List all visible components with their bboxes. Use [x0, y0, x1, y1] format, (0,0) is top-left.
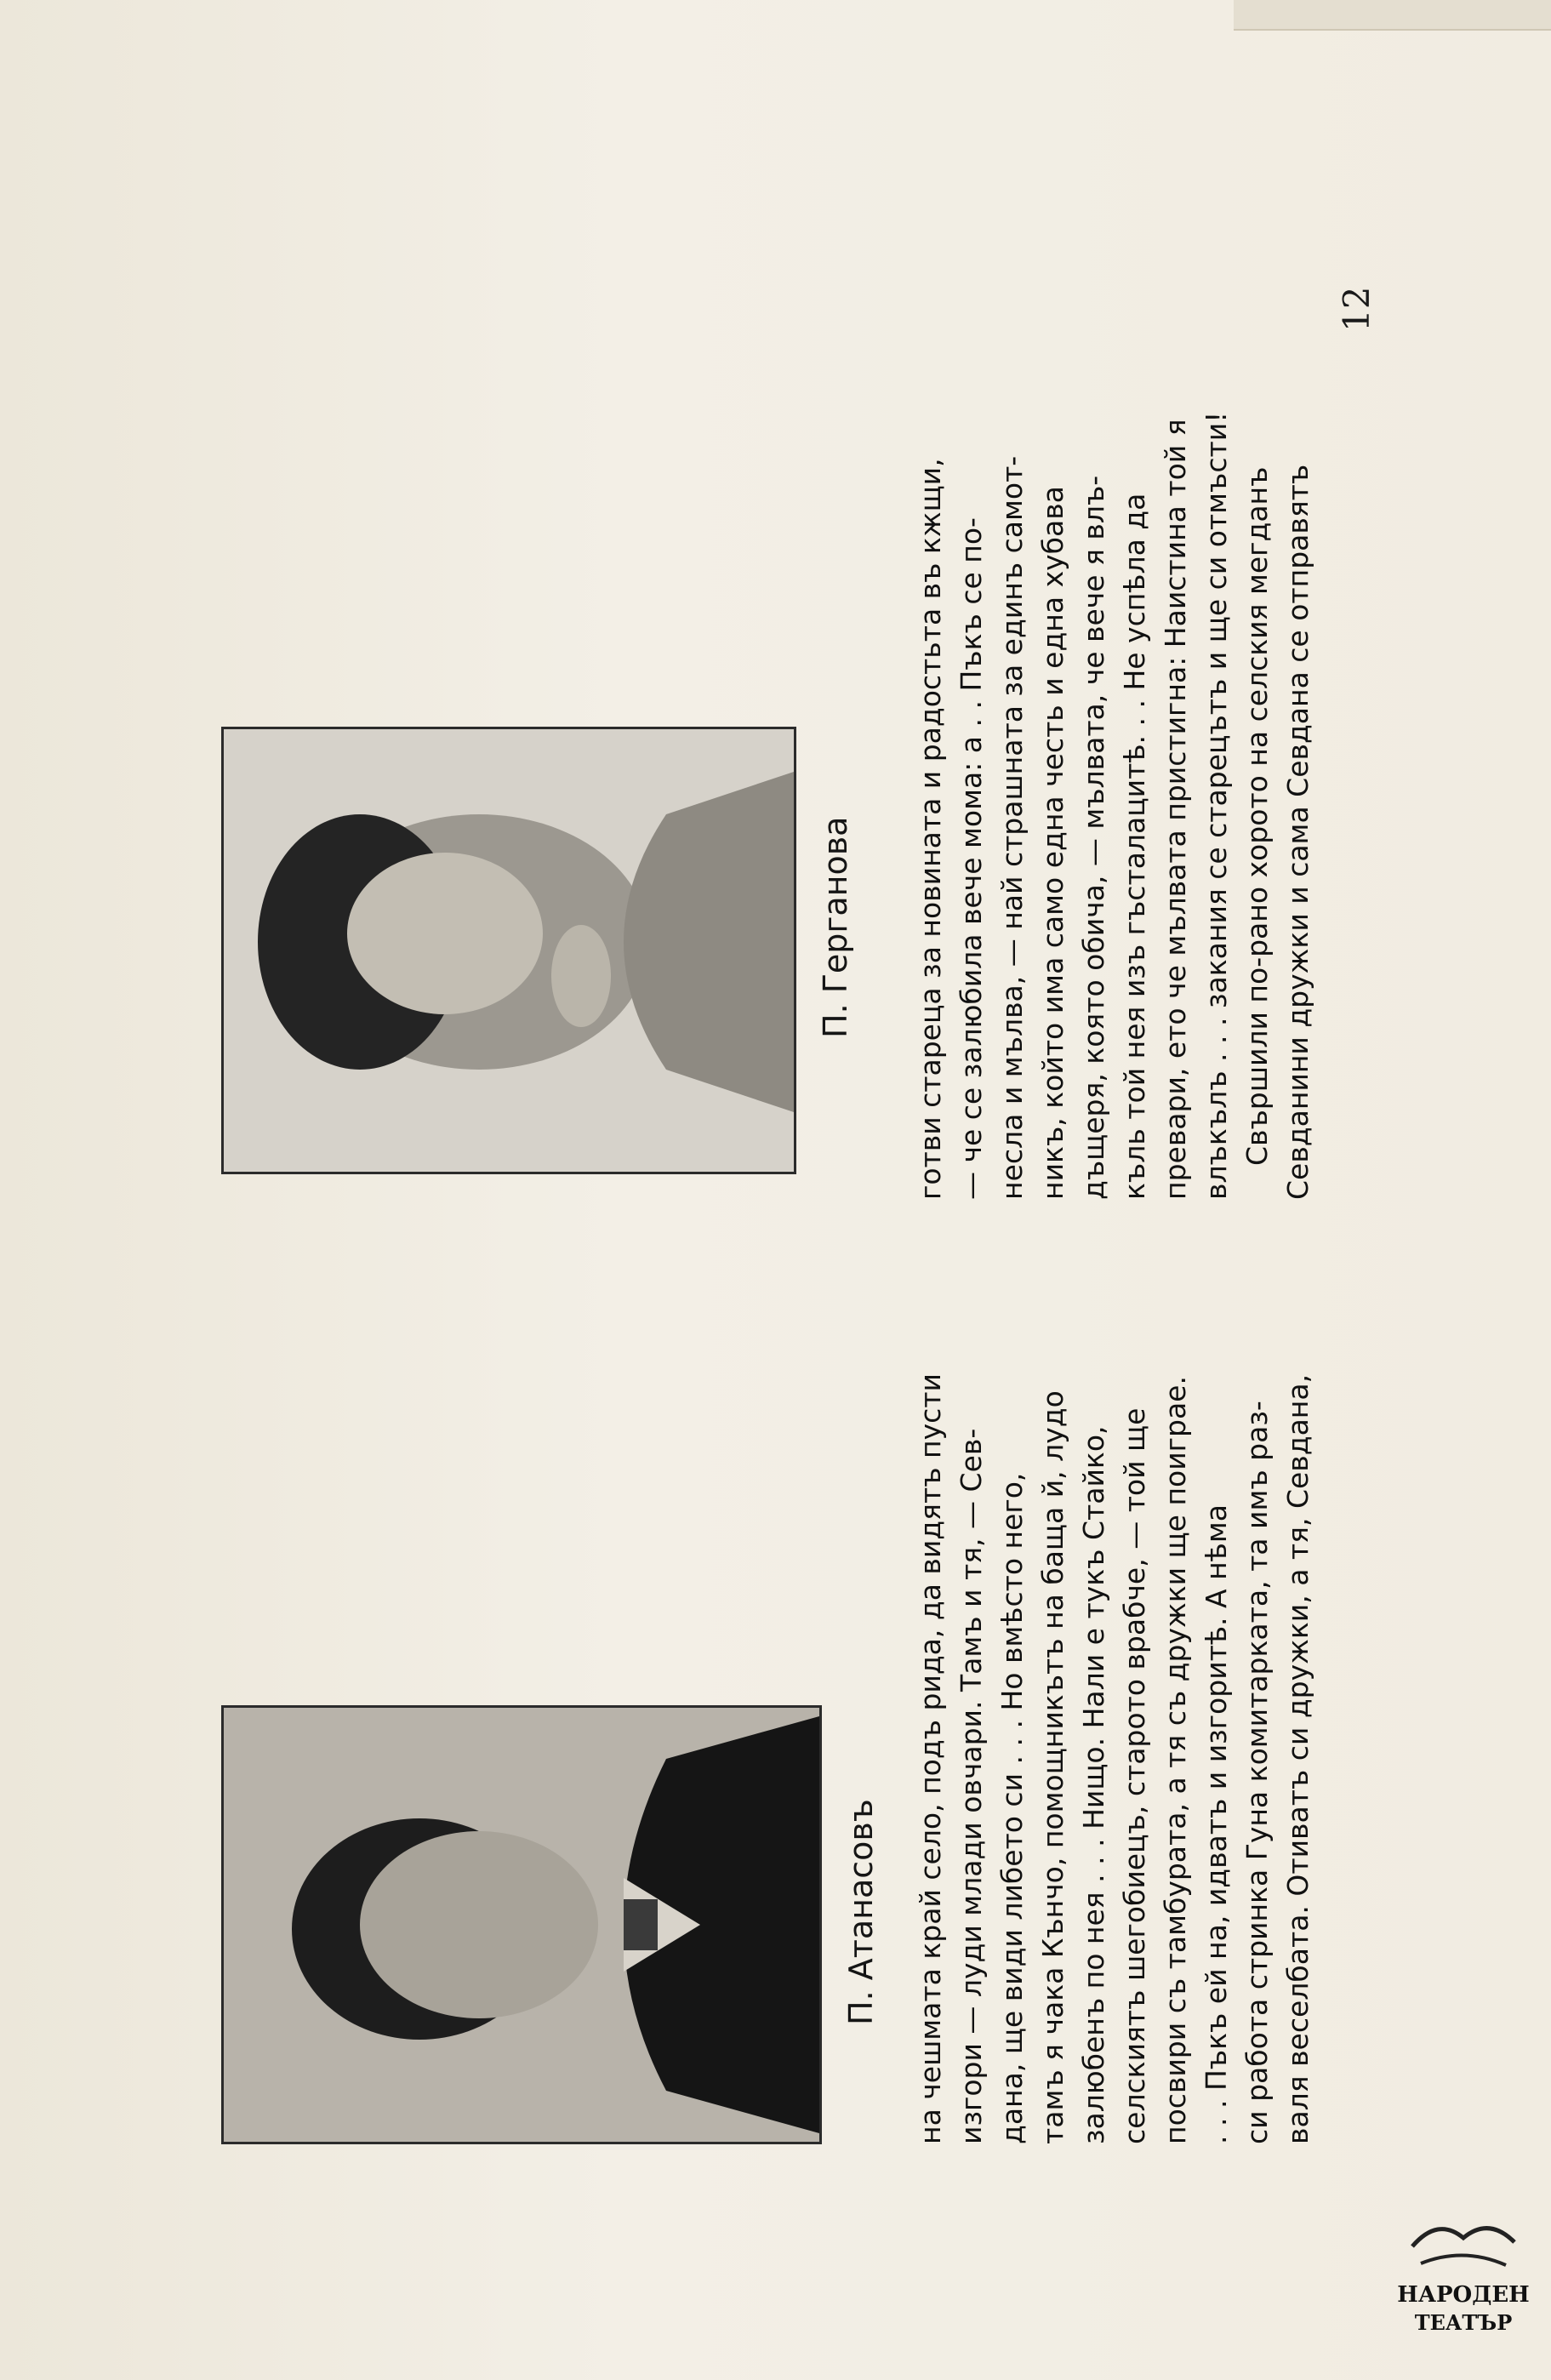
- text-line: — че се залюбила вече мома: а . . Пъкъ се по-: [955, 517, 988, 1200]
- portrait-caption: П. Атанасовъ: [842, 1799, 880, 2025]
- page-number: 12: [1336, 286, 1377, 332]
- page-fold: [1234, 0, 1551, 31]
- portrait-photo: [221, 1705, 822, 2144]
- theatre-stamp-logo: [1395, 2212, 1531, 2340]
- text-line: на чешмата край село, подъ рида, да видятъ пусти: [914, 1373, 947, 2144]
- text-line: никъ, който има само една честь и една хубава: [1036, 486, 1069, 1200]
- text-line: влъкълъ . . . закания се старецътъ и ще си отмъсти!: [1200, 411, 1233, 1200]
- text-line: Свършили по-рано хорото на селския мегданъ: [1240, 466, 1274, 1166]
- text-line: Севданини дружки и сама Севдана се отправятъ: [1281, 464, 1314, 1200]
- text-line: превари, ето че мълвата пристигна: Наистина той я: [1159, 419, 1192, 1200]
- text-line: си работа стринка Гуна комитарката, та имъ раз-: [1240, 1401, 1274, 2144]
- woman-portrait-image: [224, 729, 794, 1172]
- text-column-left: [910, 281, 1319, 1200]
- text-line: изгори — луди млади овчари. Тамъ и тя, — Сев-: [955, 1428, 988, 2144]
- rotated-content: [221, 255, 1377, 2144]
- man-portrait-image: [224, 1708, 819, 2142]
- text-line: . . . Пъкъ ей на, идватъ и изгоритѣ. А нѣма: [1200, 1504, 1233, 2144]
- text-line: несла и мълва, — най страшната за единъ самот-: [995, 455, 1029, 1200]
- text-line: тамъ я чака Кънчо, помощникътъ на баща й, лудо: [1036, 1390, 1069, 2144]
- text-line: къль той нея изъ гъсталацитѣ. . . Не успѣла да: [1118, 493, 1151, 1200]
- text-line: селскиятъ шегобиецъ, старото врабче, — той ще: [1118, 1407, 1151, 2144]
- text-line: залюбенъ по нея . . . Нищо. Нали е тукъ Стайко,: [1077, 1425, 1110, 2144]
- text-line: готви стареца за новината и радостьта въ кжщи,: [914, 458, 947, 1200]
- portrait-photo: [221, 727, 796, 1174]
- portrait-caption: П. Герганова: [817, 816, 854, 1038]
- text-line: валя веселбата. Отиватъ си дружки, а тя, Севдана,: [1281, 1373, 1314, 2144]
- text-line: посвири съ тамбурата, а тя съ дружки ще поиграе.: [1159, 1376, 1192, 2144]
- stamp-line: ТЕАТЪР: [1414, 2310, 1513, 2335]
- text-line: дана, ще види либето си . . . Но вмѣсто него,: [995, 1472, 1029, 2144]
- text-column-right: [910, 1234, 1319, 2144]
- stamp-line: НАРОДЕН: [1397, 2282, 1530, 2308]
- text-line: дъщеря, която обича, — мълвата, че вече я влъ-: [1077, 475, 1110, 1200]
